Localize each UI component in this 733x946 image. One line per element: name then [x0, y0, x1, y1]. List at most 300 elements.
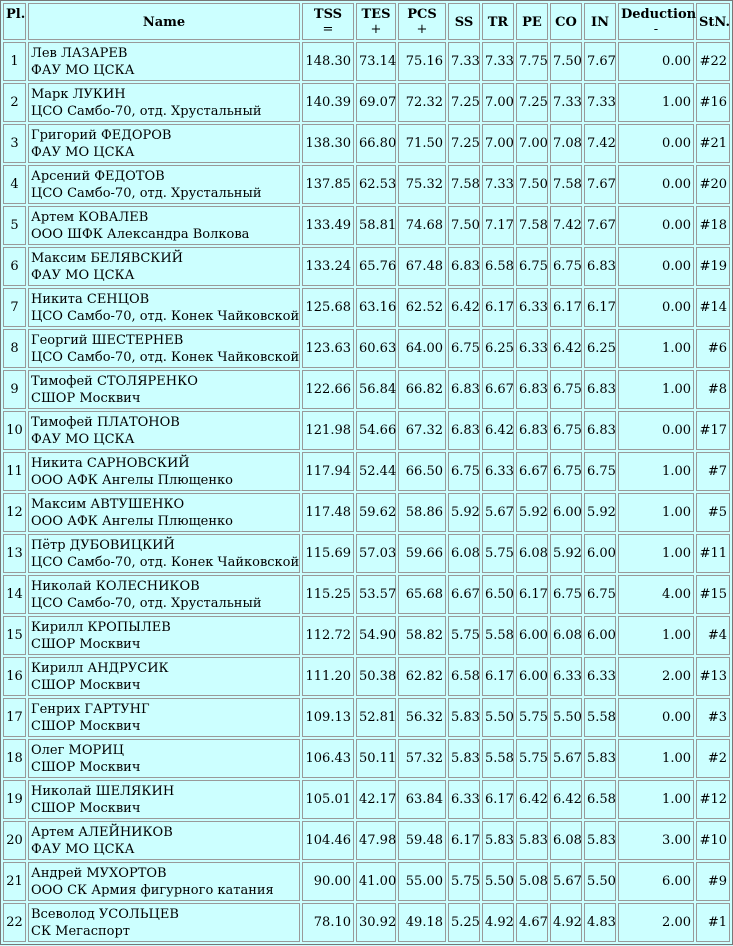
skater-club: ООО АФК Ангелы Плющенко: [31, 472, 233, 488]
cell-start-number: #15: [696, 575, 730, 614]
cell-pcs: 59.48: [398, 821, 446, 860]
cell-start-number: #14: [696, 288, 730, 327]
cell-start-number: #22: [696, 42, 730, 81]
cell-pcs: 56.32: [398, 698, 446, 737]
cell-pe: 5.75: [516, 698, 548, 737]
cell-skater: [28, 329, 300, 368]
cell-tr: 5.75: [482, 534, 514, 573]
cell-in: 6.75: [584, 575, 616, 614]
cell-tss: 138.30: [302, 124, 354, 163]
cell-ss: 7.58: [448, 165, 480, 204]
cell-ss: 7.25: [448, 83, 480, 122]
cell-in: 7.33: [584, 83, 616, 122]
table-row: [3, 780, 730, 819]
table-row: [3, 903, 730, 942]
cell-co: 6.00: [550, 493, 582, 532]
cell-in: 5.83: [584, 821, 616, 860]
cell-tes: 65.76: [356, 247, 396, 286]
cell-tr: 5.58: [482, 616, 514, 655]
cell-tss: 148.30: [302, 42, 354, 81]
cell-place: 1: [3, 42, 26, 81]
cell-pcs: 49.18: [398, 903, 446, 942]
cell-pe: 6.33: [516, 288, 548, 327]
cell-ss: 6.42: [448, 288, 480, 327]
table-row: [3, 247, 730, 286]
cell-pcs: 66.50: [398, 452, 446, 491]
col-header-tes: TES +: [356, 3, 396, 40]
cell-deduction: 1.00: [618, 370, 694, 409]
cell-tss: 117.48: [302, 493, 354, 532]
cell-co: 6.75: [550, 575, 582, 614]
skater-club: ЦСО Самбо-70, отд. Конек Чайковской: [31, 308, 300, 324]
cell-in: 5.50: [584, 862, 616, 901]
cell-tes: 54.66: [356, 411, 396, 450]
cell-tss: 115.25: [302, 575, 354, 614]
cell-tr: 6.17: [482, 657, 514, 696]
cell-tr: 5.50: [482, 698, 514, 737]
skater-name: Андрей МУХОРТОВ: [31, 865, 167, 881]
cell-pe: 5.75: [516, 739, 548, 778]
cell-tss: 90.00: [302, 862, 354, 901]
cell-co: 7.42: [550, 206, 582, 245]
cell-pcs: 62.52: [398, 288, 446, 327]
cell-pcs: 58.82: [398, 616, 446, 655]
cell-tes: 69.07: [356, 83, 396, 122]
cell-in: 6.25: [584, 329, 616, 368]
cell-pcs: 71.50: [398, 124, 446, 163]
skater-name: Григорий ФЕДОРОВ: [31, 127, 172, 143]
skater-name: Марк ЛУКИН: [31, 86, 126, 102]
table-row: [3, 452, 730, 491]
cell-start-number: #9: [696, 862, 730, 901]
skater-club: ЦСО Самбо-70, отд. Хрустальный: [31, 185, 262, 201]
skater-club: СШОР Москвич: [31, 677, 141, 693]
cell-start-number: #21: [696, 124, 730, 163]
cell-co: 5.50: [550, 698, 582, 737]
cell-deduction: 1.00: [618, 780, 694, 819]
cell-pe: 6.17: [516, 575, 548, 614]
table-row: [3, 493, 730, 532]
cell-skater: [28, 903, 300, 942]
cell-ss: 6.75: [448, 329, 480, 368]
table-row: [3, 124, 730, 163]
cell-ss: 6.33: [448, 780, 480, 819]
cell-deduction: 2.00: [618, 657, 694, 696]
cell-deduction: 6.00: [618, 862, 694, 901]
skater-club: ФАУ МО ЦСКА: [31, 267, 135, 283]
cell-tss: 123.63: [302, 329, 354, 368]
cell-deduction: 1.00: [618, 616, 694, 655]
cell-ss: 6.58: [448, 657, 480, 696]
cell-deduction: 0.00: [618, 124, 694, 163]
cell-deduction: 1.00: [618, 452, 694, 491]
skater-name: Тимофей СТОЛЯРЕНКО: [31, 373, 198, 389]
cell-tss: 133.24: [302, 247, 354, 286]
skater-club: СК Мегаспорт: [31, 923, 130, 939]
cell-pcs: 58.86: [398, 493, 446, 532]
cell-tss: 137.85: [302, 165, 354, 204]
cell-pe: 5.83: [516, 821, 548, 860]
cell-in: 6.75: [584, 452, 616, 491]
col-header-tr: TR: [482, 3, 514, 40]
cell-tr: 6.33: [482, 452, 514, 491]
cell-start-number: #12: [696, 780, 730, 819]
cell-skater: [28, 206, 300, 245]
cell-co: 4.92: [550, 903, 582, 942]
cell-pe: 6.67: [516, 452, 548, 491]
cell-tes: 30.92: [356, 903, 396, 942]
cell-tes: 57.03: [356, 534, 396, 573]
cell-ss: 5.75: [448, 862, 480, 901]
cell-place: 13: [3, 534, 26, 573]
cell-tes: 42.17: [356, 780, 396, 819]
cell-tr: 6.17: [482, 780, 514, 819]
cell-co: 6.75: [550, 452, 582, 491]
cell-place: 19: [3, 780, 26, 819]
cell-pe: 7.75: [516, 42, 548, 81]
cell-tss: 117.94: [302, 452, 354, 491]
cell-tss: 106.43: [302, 739, 354, 778]
skater-name: Артем КОВАЛЕВ: [31, 209, 149, 225]
cell-deduction: 1.00: [618, 83, 694, 122]
cell-in: 6.00: [584, 534, 616, 573]
cell-tr: 5.58: [482, 739, 514, 778]
cell-tes: 60.63: [356, 329, 396, 368]
cell-tes: 54.90: [356, 616, 396, 655]
skater-club: ООО СК Армия фигурного катания: [31, 882, 274, 898]
cell-tss: 78.10: [302, 903, 354, 942]
header-row: [3, 3, 730, 40]
cell-tes: 47.98: [356, 821, 396, 860]
skater-club: ООО АФК Ангелы Плющенко: [31, 513, 233, 529]
cell-ss: 5.83: [448, 739, 480, 778]
cell-deduction: 0.00: [618, 206, 694, 245]
cell-ss: 6.17: [448, 821, 480, 860]
cell-tr: 7.33: [482, 165, 514, 204]
table-row: [3, 206, 730, 245]
table-row: [3, 370, 730, 409]
cell-skater: [28, 739, 300, 778]
cell-tr: 6.25: [482, 329, 514, 368]
cell-skater: [28, 411, 300, 450]
cell-tss: 140.39: [302, 83, 354, 122]
cell-co: 6.42: [550, 329, 582, 368]
cell-skater: [28, 42, 300, 81]
cell-start-number: #4: [696, 616, 730, 655]
cell-skater: [28, 534, 300, 573]
cell-tss: 105.01: [302, 780, 354, 819]
cell-start-number: #3: [696, 698, 730, 737]
cell-place: 14: [3, 575, 26, 614]
cell-place: 18: [3, 739, 26, 778]
cell-in: 6.83: [584, 370, 616, 409]
cell-pe: 4.67: [516, 903, 548, 942]
table-row: [3, 288, 730, 327]
cell-co: 7.33: [550, 83, 582, 122]
cell-co: 6.33: [550, 657, 582, 696]
cell-in: 6.83: [584, 411, 616, 450]
cell-co: 7.08: [550, 124, 582, 163]
cell-in: 7.67: [584, 206, 616, 245]
cell-tr: 7.17: [482, 206, 514, 245]
cell-tes: 62.53: [356, 165, 396, 204]
cell-place: 4: [3, 165, 26, 204]
cell-tr: 6.17: [482, 288, 514, 327]
cell-place: 22: [3, 903, 26, 942]
cell-tss: 111.20: [302, 657, 354, 696]
cell-pe: 6.00: [516, 616, 548, 655]
cell-pe: 6.33: [516, 329, 548, 368]
cell-place: 5: [3, 206, 26, 245]
cell-in: 5.58: [584, 698, 616, 737]
cell-pcs: 75.16: [398, 42, 446, 81]
skater-name: Максим БЕЛЯВСКИЙ: [31, 250, 184, 266]
cell-co: 6.75: [550, 247, 582, 286]
cell-pe: 7.50: [516, 165, 548, 204]
cell-tes: 52.44: [356, 452, 396, 491]
col-header-co: CO: [550, 3, 582, 40]
cell-start-number: #13: [696, 657, 730, 696]
cell-tes: 63.16: [356, 288, 396, 327]
cell-deduction: 0.00: [618, 698, 694, 737]
cell-ss: 6.83: [448, 370, 480, 409]
cell-deduction: 0.00: [618, 247, 694, 286]
cell-co: 6.08: [550, 821, 582, 860]
cell-place: 8: [3, 329, 26, 368]
skater-club: ЦСО Самбо-70, отд. Конек Чайковской: [31, 554, 300, 570]
cell-pe: 7.58: [516, 206, 548, 245]
cell-skater: [28, 370, 300, 409]
cell-pcs: 75.32: [398, 165, 446, 204]
cell-pe: 5.92: [516, 493, 548, 532]
skater-name: Кирилл АНДРУСИК: [31, 660, 169, 676]
cell-pe: 7.25: [516, 83, 548, 122]
skater-name: Максим АВТУШЕНКО: [31, 496, 185, 512]
cell-skater: [28, 862, 300, 901]
col-header-name: Name: [28, 3, 300, 40]
cell-place: 21: [3, 862, 26, 901]
cell-co: 6.75: [550, 370, 582, 409]
cell-ss: 5.25: [448, 903, 480, 942]
skater-name: Никита СЕНЦОВ: [31, 291, 150, 307]
skater-name: Лев ЛАЗАРЕВ: [31, 45, 128, 61]
cell-pcs: 57.32: [398, 739, 446, 778]
cell-tes: 50.11: [356, 739, 396, 778]
cell-skater: [28, 165, 300, 204]
col-header-place: Pl.: [3, 3, 26, 40]
cell-deduction: 0.00: [618, 42, 694, 81]
cell-place: 11: [3, 452, 26, 491]
cell-pe: 6.00: [516, 657, 548, 696]
table-row: [3, 534, 730, 573]
cell-start-number: #17: [696, 411, 730, 450]
cell-tss: 122.66: [302, 370, 354, 409]
cell-ss: 7.33: [448, 42, 480, 81]
cell-skater: [28, 821, 300, 860]
cell-ss: 5.83: [448, 698, 480, 737]
cell-pe: 6.83: [516, 411, 548, 450]
cell-skater: [28, 452, 300, 491]
cell-place: 7: [3, 288, 26, 327]
cell-in: 7.67: [584, 42, 616, 81]
cell-skater: [28, 288, 300, 327]
cell-in: 6.33: [584, 657, 616, 696]
cell-start-number: #10: [696, 821, 730, 860]
table-row: [3, 42, 730, 81]
cell-co: 7.50: [550, 42, 582, 81]
skater-club: ЦСО Самбо-70, отд. Хрустальный: [31, 595, 262, 611]
cell-tes: 52.81: [356, 698, 396, 737]
cell-ss: 6.75: [448, 452, 480, 491]
skater-club: ЦСО Самбо-70, отд. Конек Чайковской: [31, 349, 300, 365]
cell-tr: 7.00: [482, 83, 514, 122]
cell-start-number: #5: [696, 493, 730, 532]
table-row: [3, 862, 730, 901]
cell-ss: 6.67: [448, 575, 480, 614]
cell-pcs: 59.66: [398, 534, 446, 573]
skater-name: Артем АЛЕЙНИКОВ: [31, 824, 173, 840]
cell-start-number: #11: [696, 534, 730, 573]
cell-pcs: 74.68: [398, 206, 446, 245]
cell-pe: 6.08: [516, 534, 548, 573]
cell-start-number: #7: [696, 452, 730, 491]
table-row: [3, 165, 730, 204]
results-body: [3, 42, 730, 942]
skater-club: СШОР Москвич: [31, 759, 141, 775]
skater-name: Николай КОЛЕСНИКОВ: [31, 578, 200, 594]
skater-name: Генрих ГАРТУНГ: [31, 701, 150, 717]
cell-tes: 50.38: [356, 657, 396, 696]
skater-name: Олег МОРИЦ: [31, 742, 124, 758]
cell-pcs: 66.82: [398, 370, 446, 409]
cell-tr: 6.50: [482, 575, 514, 614]
cell-tes: 59.62: [356, 493, 396, 532]
cell-skater: [28, 247, 300, 286]
cell-tr: 6.42: [482, 411, 514, 450]
cell-pcs: 65.68: [398, 575, 446, 614]
cell-ss: 6.83: [448, 411, 480, 450]
skater-name: Пётр ДУБОВИЦКИЙ: [31, 537, 175, 553]
cell-tss: 125.68: [302, 288, 354, 327]
col-header-pcs: PCS +: [398, 3, 446, 40]
cell-in: 7.42: [584, 124, 616, 163]
table-row: [3, 575, 730, 614]
cell-deduction: 1.00: [618, 534, 694, 573]
table-row: [3, 657, 730, 696]
cell-place: 9: [3, 370, 26, 409]
cell-tes: 58.81: [356, 206, 396, 245]
cell-tr: 5.50: [482, 862, 514, 901]
col-header-ss: SS: [448, 3, 480, 40]
table-row: [3, 698, 730, 737]
cell-tr: 6.58: [482, 247, 514, 286]
cell-pcs: 67.48: [398, 247, 446, 286]
cell-tr: 5.83: [482, 821, 514, 860]
col-header-tss: TSS =: [302, 3, 354, 40]
skater-club: СШОР Москвич: [31, 718, 141, 734]
skater-club: СШОР Москвич: [31, 636, 141, 652]
table-row: [3, 616, 730, 655]
cell-in: 5.83: [584, 739, 616, 778]
skater-name: Всеволод УСОЛЬЦЕВ: [31, 906, 179, 922]
cell-co: 5.67: [550, 739, 582, 778]
skater-club: СШОР Москвич: [31, 800, 141, 816]
cell-pe: 6.75: [516, 247, 548, 286]
cell-in: 7.67: [584, 165, 616, 204]
cell-pe: 6.42: [516, 780, 548, 819]
cell-start-number: #6: [696, 329, 730, 368]
cell-pcs: 62.82: [398, 657, 446, 696]
table-row: [3, 411, 730, 450]
cell-ss: 7.50: [448, 206, 480, 245]
cell-tss: 112.72: [302, 616, 354, 655]
skater-club: ФАУ МО ЦСКА: [31, 62, 135, 78]
skater-name: Никита САРНОВСКИЙ: [31, 455, 190, 471]
cell-tr: 6.67: [482, 370, 514, 409]
cell-pe: 5.08: [516, 862, 548, 901]
cell-ss: 7.25: [448, 124, 480, 163]
cell-pcs: 63.84: [398, 780, 446, 819]
table-row: [3, 821, 730, 860]
cell-in: 6.58: [584, 780, 616, 819]
cell-deduction: 3.00: [618, 821, 694, 860]
cell-pe: 7.00: [516, 124, 548, 163]
cell-skater: [28, 575, 300, 614]
table-row: [3, 329, 730, 368]
cell-co: 7.58: [550, 165, 582, 204]
cell-tss: 115.69: [302, 534, 354, 573]
cell-tr: 4.92: [482, 903, 514, 942]
cell-start-number: #20: [696, 165, 730, 204]
cell-co: 5.67: [550, 862, 582, 901]
cell-deduction: 2.00: [618, 903, 694, 942]
cell-deduction: 1.00: [618, 329, 694, 368]
cell-place: 6: [3, 247, 26, 286]
cell-start-number: #2: [696, 739, 730, 778]
cell-co: 6.75: [550, 411, 582, 450]
cell-tes: 53.57: [356, 575, 396, 614]
cell-deduction: 0.00: [618, 288, 694, 327]
cell-skater: [28, 83, 300, 122]
cell-pcs: 55.00: [398, 862, 446, 901]
cell-tes: 41.00: [356, 862, 396, 901]
cell-place: 20: [3, 821, 26, 860]
cell-place: 2: [3, 83, 26, 122]
skater-club: ФАУ МО ЦСКА: [31, 144, 135, 160]
skater-name: Георгий ШЕСТЕРНЕВ: [31, 332, 184, 348]
cell-co: 5.92: [550, 534, 582, 573]
cell-place: 15: [3, 616, 26, 655]
cell-deduction: 0.00: [618, 165, 694, 204]
cell-in: 4.83: [584, 903, 616, 942]
cell-deduction: 1.00: [618, 739, 694, 778]
cell-co: 6.08: [550, 616, 582, 655]
cell-deduction: 4.00: [618, 575, 694, 614]
table-row: [3, 83, 730, 122]
cell-skater: [28, 616, 300, 655]
cell-skater: [28, 657, 300, 696]
cell-tes: 56.84: [356, 370, 396, 409]
skater-club: СШОР Москвич: [31, 390, 141, 406]
cell-ss: 6.08: [448, 534, 480, 573]
cell-start-number: #16: [696, 83, 730, 122]
table-row: [3, 739, 730, 778]
cell-place: 10: [3, 411, 26, 450]
cell-in: 6.17: [584, 288, 616, 327]
cell-place: 12: [3, 493, 26, 532]
skater-club: ЦСО Самбо-70, отд. Хрустальный: [31, 103, 262, 119]
cell-place: 16: [3, 657, 26, 696]
